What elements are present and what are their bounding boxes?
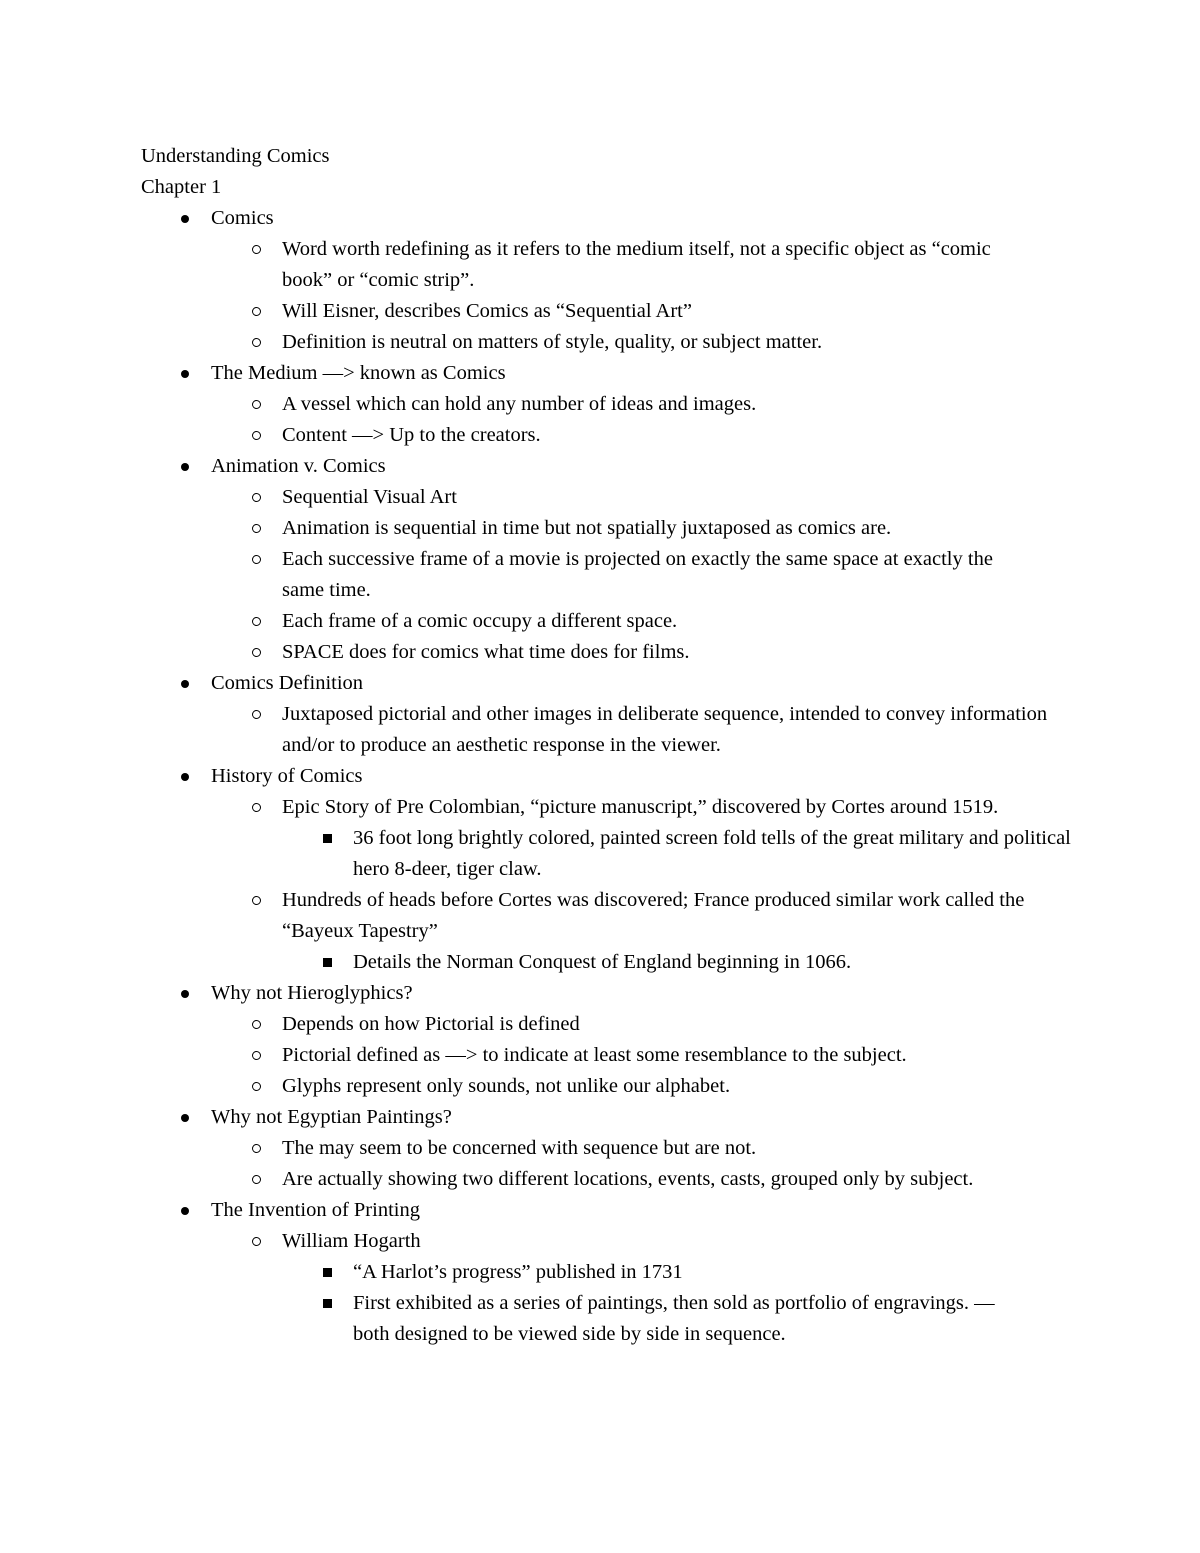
list-item — [141, 1040, 1071, 1071]
list-item — [141, 327, 1071, 358]
list-item — [141, 1009, 1071, 1040]
outline-list — [141, 203, 1071, 1350]
chapter-heading: Chapter 1 — [141, 176, 222, 198]
list-item — [141, 513, 1071, 544]
list-item-text: Hundreds of heads before Cortes was discovered; France produced similar work called the “Bayeux Tapestry” — [282, 889, 1025, 942]
filled-bullet-icon — [178, 203, 192, 234]
list-item — [141, 1257, 1071, 1288]
hollow-bullet-icon — [249, 389, 263, 420]
list-item-text: Sequential Visual Art — [282, 486, 457, 508]
list-item — [141, 234, 1071, 296]
hollow-bullet-icon — [249, 420, 263, 451]
filled-bullet-icon — [178, 978, 192, 1009]
list-item-text: History of Comics — [211, 765, 363, 787]
list-item-text: A vessel which can hold any number of ideas and images. — [282, 393, 757, 415]
list-item-text: Animation is sequential in time but not spatially juxtaposed as comics are. — [282, 517, 892, 539]
list-item — [141, 203, 1071, 234]
square-bullet-icon — [320, 1288, 334, 1319]
list-item — [141, 885, 1071, 947]
list-item-text: Content —> Up to the creators. — [282, 424, 541, 446]
list-item — [141, 296, 1071, 327]
list-item-text: Why not Hieroglyphics? — [211, 982, 413, 1004]
list-item-text: Comics Definition — [211, 672, 364, 694]
hollow-bullet-icon — [249, 513, 263, 544]
list-item — [141, 544, 1071, 606]
list-item — [141, 947, 1071, 978]
list-item — [141, 792, 1071, 823]
list-item-text: Each successive frame of a movie is projected on exactly the same space at exactly the same time. — [282, 548, 993, 601]
list-item-text: Why not Egyptian Paintings? — [211, 1106, 452, 1128]
list-item — [141, 1071, 1071, 1102]
list-item — [141, 1288, 1071, 1350]
list-item-text: Epic Story of Pre Colombian, “picture manuscript,” discovered by Cortes around 1519. — [282, 796, 999, 818]
hollow-bullet-icon — [249, 1009, 263, 1040]
list-item — [141, 420, 1071, 451]
list-item-text: Depends on how Pictorial is defined — [282, 1013, 580, 1035]
filled-bullet-icon — [178, 1102, 192, 1133]
hollow-bullet-icon — [249, 327, 263, 358]
list-item-text: Glyphs represent only sounds, not unlike our alphabet. — [282, 1075, 731, 1097]
hollow-bullet-icon — [249, 1164, 263, 1195]
list-item-text: First exhibited as a series of paintings, then sold as portfolio of engravings. — both designed to be viewed side by side in sequence. — [353, 1292, 995, 1345]
document-body — [141, 141, 1071, 1350]
list-item-text: The Medium —> known as Comics — [211, 362, 506, 384]
filled-bullet-icon — [178, 451, 192, 482]
list-item-text: SPACE does for comics what time does for films. — [282, 641, 690, 663]
list-item-text: Details the Norman Conquest of England beginning in 1066. — [353, 951, 852, 973]
list-item — [141, 637, 1071, 668]
list-item — [141, 482, 1071, 513]
list-item — [141, 389, 1071, 420]
list-item — [141, 1195, 1071, 1226]
hollow-bullet-icon — [249, 1040, 263, 1071]
hollow-bullet-icon — [249, 637, 263, 668]
filled-bullet-icon — [178, 761, 192, 792]
filled-bullet-icon — [178, 358, 192, 389]
list-item-text: Comics — [211, 207, 274, 229]
square-bullet-icon — [320, 947, 334, 978]
hollow-bullet-icon — [249, 1226, 263, 1257]
square-bullet-icon — [320, 823, 334, 854]
list-item — [141, 606, 1071, 637]
list-item-text: William Hogarth — [282, 1230, 421, 1252]
hollow-bullet-icon — [249, 606, 263, 637]
list-item — [141, 761, 1071, 792]
list-item — [141, 451, 1071, 482]
list-item — [141, 668, 1071, 699]
list-item-text: Will Eisner, describes Comics as “Sequential Art” — [282, 300, 692, 322]
list-item-text: “A Harlot’s progress” published in 1731 — [353, 1261, 683, 1283]
hollow-bullet-icon — [249, 544, 263, 575]
hollow-bullet-icon — [249, 482, 263, 513]
filled-bullet-icon — [178, 1195, 192, 1226]
list-item — [141, 1226, 1071, 1257]
hollow-bullet-icon — [249, 792, 263, 823]
hollow-bullet-icon — [249, 296, 263, 327]
square-bullet-icon — [320, 1257, 334, 1288]
hollow-bullet-icon — [249, 1071, 263, 1102]
list-item-text: Are actually showing two different locations, events, casts, grouped only by subject. — [282, 1168, 974, 1190]
list-item — [141, 978, 1071, 1009]
list-item-text: Each frame of a comic occupy a different space. — [282, 610, 678, 632]
list-item-text: Pictorial defined as —> to indicate at least some resemblance to the subject. — [282, 1044, 907, 1066]
list-item-text: Juxtaposed pictorial and other images in deliberate sequence, intended to convey information and/or to produce an aesthetic response in the viewer. — [282, 703, 1048, 756]
list-item-text: Definition is neutral on matters of style, quality, or subject matter. — [282, 331, 823, 353]
list-item-text: The Invention of Printing — [211, 1199, 420, 1221]
list-item-text: Animation v. Comics — [211, 455, 386, 477]
list-item — [141, 699, 1071, 761]
list-item — [141, 1102, 1071, 1133]
list-item — [141, 1133, 1071, 1164]
hollow-bullet-icon — [249, 1133, 263, 1164]
hollow-bullet-icon — [249, 234, 263, 265]
list-item-text: 36 foot long brightly colored, painted screen fold tells of the great military and political hero 8-deer, tiger claw. — [353, 827, 1071, 880]
list-item — [141, 1164, 1071, 1195]
list-item-text: Word worth redefining as it refers to the medium itself, not a specific object as “comic book” or “comic strip”. — [282, 238, 991, 291]
filled-bullet-icon — [178, 668, 192, 699]
hollow-bullet-icon — [249, 885, 263, 916]
list-item-text: The may seem to be concerned with sequence but are not. — [282, 1137, 757, 1159]
list-item — [141, 823, 1071, 885]
list-item — [141, 358, 1071, 389]
document-title: Understanding Comics — [141, 145, 330, 167]
hollow-bullet-icon — [249, 699, 263, 730]
